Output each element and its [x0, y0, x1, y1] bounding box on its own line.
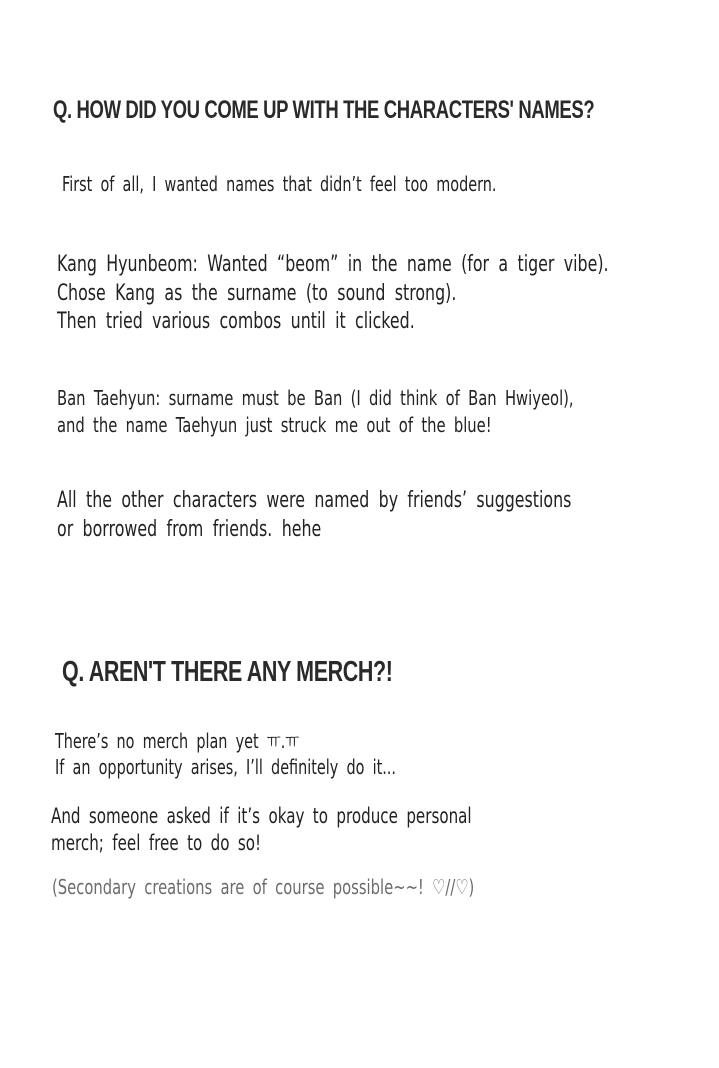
answer-line: merch; feel free to do so!: [51, 831, 262, 855]
answer-kang-hyunbeom: [57, 251, 609, 337]
answer-personal-merch: [51, 803, 472, 857]
answer-line: Kang Hyunbeom: Wanted “beom” in the name (for a tiger vibe).: [57, 252, 609, 277]
answer-line: Then tried various combos until it clicked.: [57, 309, 415, 334]
answer-other-characters: [57, 487, 571, 544]
answer-line: And someone asked if it’s okay to produce personal: [51, 804, 472, 828]
answer-merch-plan: [55, 728, 396, 780]
answer-secondary-creations-note: [52, 874, 474, 901]
answer-line: All the other characters were named by friends’ suggestions: [57, 488, 572, 513]
answer-line: First of all, I wanted names that didn’t feel too modern.: [62, 172, 497, 196]
answer-line: If an opportunity arises, I’ll definitely do it...: [55, 755, 396, 779]
question-heading-names: Q. HOW DID YOU COME UP WITH THE CHARACTERS' NAMES?: [53, 96, 595, 124]
answer-line: Ban Taehyun: surname must be Ban (I did think of Ban Hwiyeol),: [57, 386, 574, 410]
answer-line: or borrowed from friends. hehe: [57, 516, 322, 542]
answer-line: There’s no merch plan yet ㅠ.ㅠ: [55, 729, 300, 753]
answer-line: (Secondary creations are of course possible~~! ♡//♡): [52, 875, 475, 899]
answer-line: and the name Taehyun just struck me out of the blue!: [57, 413, 492, 437]
answer-ban-taehyun: [57, 385, 574, 439]
answer-line: Chose Kang as the surname (to sound strong).: [57, 280, 457, 306]
answer-intro: [62, 170, 496, 198]
question-heading-merch: Q. AREN'T THERE ANY MERCH?!: [62, 656, 393, 688]
